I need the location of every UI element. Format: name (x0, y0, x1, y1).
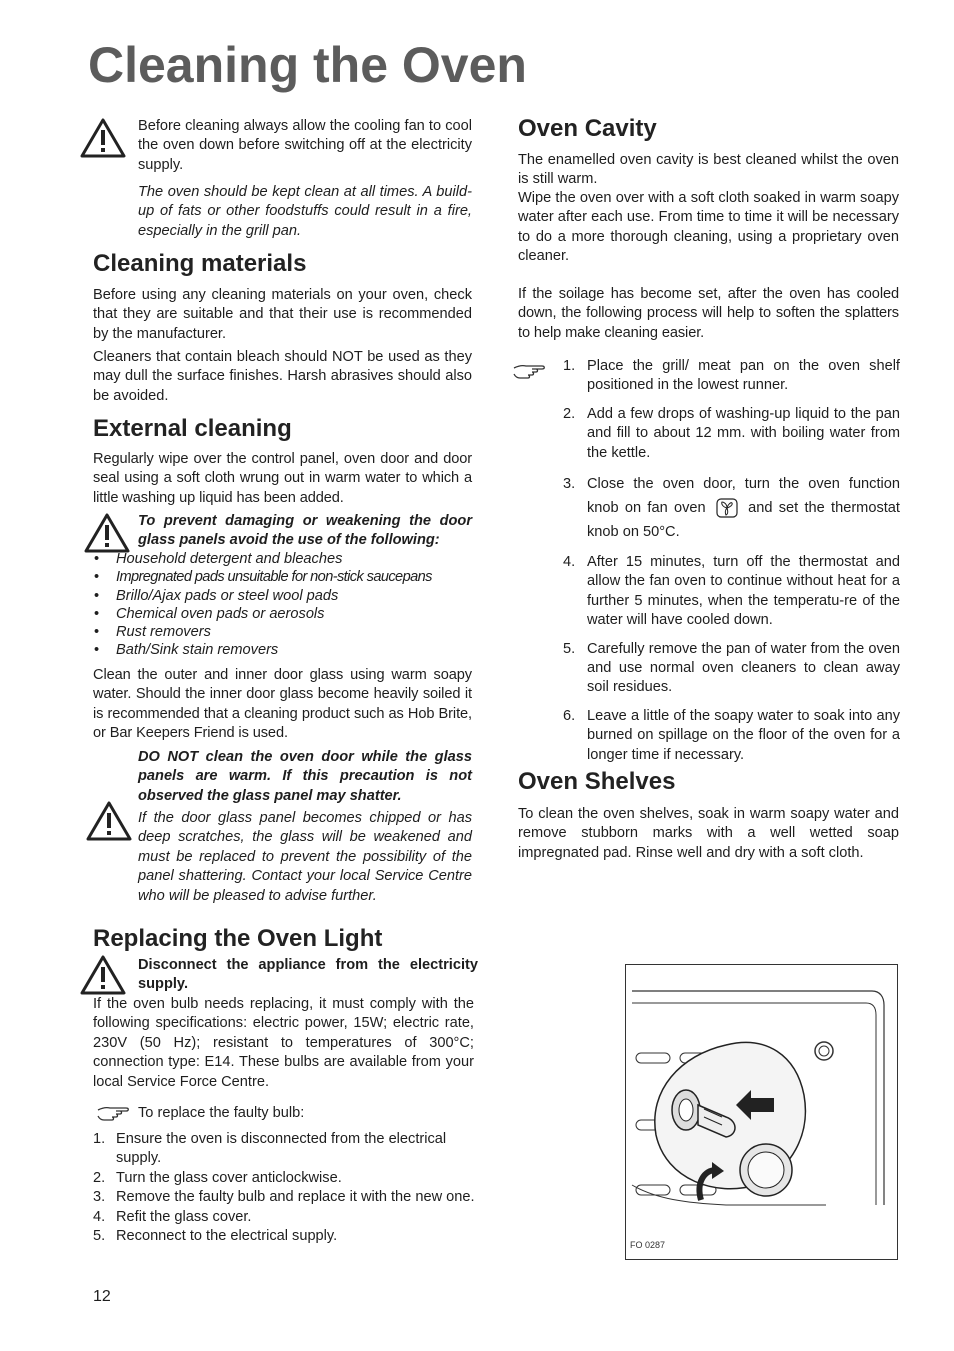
list-item: • Impregnated pads unsuitable for non-stick saucepans (93, 568, 478, 586)
figure-caption: FO 0287 (630, 1240, 666, 1250)
oven-shelves-p1: To clean the oven shelves, soak in warm soapy water and remove stubborn marks with a well wetted soap impregnated pad. Rinse well and dry with a soft cloth. (518, 806, 899, 861)
page-title: Cleaning the Oven (88, 37, 527, 93)
pointing-hand-icon (512, 360, 548, 382)
warning-triangle-icon (80, 954, 126, 996)
oven-shelves-heading: Oven Shelves (518, 768, 676, 795)
list-item: 3. Close the oven door, turn the oven function knob on fan oven and set the thermostat knob on 50°C. (563, 476, 900, 541)
external-cleaning-warning: To prevent damaging or weakening the door glass panels avoid the use of the following: (138, 513, 472, 549)
oven-light-warning: Disconnect the appliance from the electricity supply. (138, 957, 478, 993)
list-item: 4. Refit the glass cover. (93, 1208, 252, 1225)
oven-light-intro: To replace the faulty bulb: (138, 1105, 305, 1121)
oven-cavity-p3: If the soilage has become set, after the oven has cooled down, the following process will help to soften the splatters to help make cleaning easier. (518, 286, 899, 341)
cleaning-materials-p2: Cleaners that contain bleach should NOT be used as they may dull the surface finishes. Harsh abrasives should also be avoided. (93, 349, 472, 404)
oven-light-heading: Replacing the Oven Light (93, 925, 383, 952)
oven-light-steps (93, 1130, 475, 1246)
oven-light-p1: If the oven bulb needs replacing, it must comply with the following specifications: electric power, 15W; electric rate, 230V (50 Hz); resistant to temperatures of 300°C; connection type: E14. These bulbs are available from your local Service Force Centre. (93, 996, 474, 1090)
oven-cavity-heading: Oven Cavity (518, 115, 657, 142)
list-item: 5. Carefully remove the pan of water from the oven and use normal oven cleaners to clean away soil residues. (563, 640, 900, 696)
list-item: 5. Reconnect to the electrical supply. (93, 1228, 338, 1245)
warning-triangle-icon (84, 512, 130, 554)
pointing-hand-icon (96, 1102, 132, 1124)
oven-light-illustration (626, 965, 897, 1259)
cleaning-materials-p1: Before using any cleaning materials on your oven, check that they are suitable and that their use is recommended by the manufacturer. (93, 287, 472, 342)
list-item: 4. After 15 minutes, turn off the thermostat and allow the fan oven to continue without heat for a further 5 minutes, when the temperatu-re of the water will have cooled down. (563, 554, 900, 629)
fan-oven-icon (716, 498, 738, 518)
warning-triangle-icon (86, 800, 132, 842)
avoid-list (93, 550, 478, 660)
external-cleaning-p1: Regularly wipe over the control panel, oven door and door seal using a soft cloth wrung out in warm water to which a little washing up liquid has been added. (93, 451, 472, 506)
list-item: • Rust removers (93, 623, 478, 641)
glass-warning: DO NOT clean the oven door while the glass panels are warm. If this precaution is not observed the glass panel may shatter. (138, 749, 472, 804)
external-cleaning-heading: External cleaning (93, 415, 292, 442)
external-cleaning-p2: Clean the outer and inner door glass using warm soapy water. Should the inner door glass become heavily soiled it is recommended that a cleaning product such as Hob Brite, or Bar Keepers Friend is used. (93, 667, 472, 742)
list-item: 1. Ensure the oven is disconnected from the electrical supply. (93, 1131, 447, 1167)
list-item: • Bath/Sink stain removers (93, 641, 478, 659)
intro-warning: Before cleaning always allow the cooling fan to cool the oven down before switching off at the electricity supply. (138, 118, 472, 173)
oven-cavity-p1: The enamelled oven cavity is best cleaned whilst the oven is still warm. (518, 152, 899, 188)
list-item: • Brillo/Ajax pads or steel wool pads (93, 587, 478, 605)
glass-note: If the door glass panel becomes chipped or has deep scratches, the glass will be weakened and must be replaced to prevent the possibility of the panel shattering. Contact your local Service Centre who will be pleased to advise further. (138, 810, 472, 904)
oven-cavity-steps (563, 357, 900, 774)
list-item: 2. Add a few drops of washing-up liquid to the pan and fill to about 12 mm. with boiling water from the kettle. (563, 405, 900, 461)
list-item: • Chemical oven pads or aerosols (93, 605, 478, 623)
page-number: 12 (93, 1288, 111, 1305)
list-item: 3. Remove the faulty bulb and replace it with the new one. (93, 1189, 475, 1206)
intro-note: The oven should be kept clean at all times. A build-up of fats or other foodstuffs could result in a fire, especially in the grill pan. (138, 184, 472, 239)
list-item: 2. Turn the glass cover anticlockwise. (93, 1169, 342, 1186)
cleaning-materials-heading: Cleaning materials (93, 250, 307, 277)
oven-cavity-p2: Wipe the oven over with a soft cloth soaked in warm soapy water after each use. From time to time it will be necessary to do a more thorough cleaning, using a proprietary oven cleaner. (518, 190, 899, 265)
oven-light-figure (625, 964, 898, 1260)
warning-triangle-icon (80, 117, 126, 159)
list-item: 6. Leave a little of the soapy water to soak into any burned on spillage on the floor of the oven for a longer time if necessary. (563, 707, 900, 763)
list-item: • Household detergent and bleaches (93, 550, 478, 568)
list-item: 1. Place the grill/ meat pan on the oven shelf positioned in the lowest runner. (563, 358, 900, 394)
